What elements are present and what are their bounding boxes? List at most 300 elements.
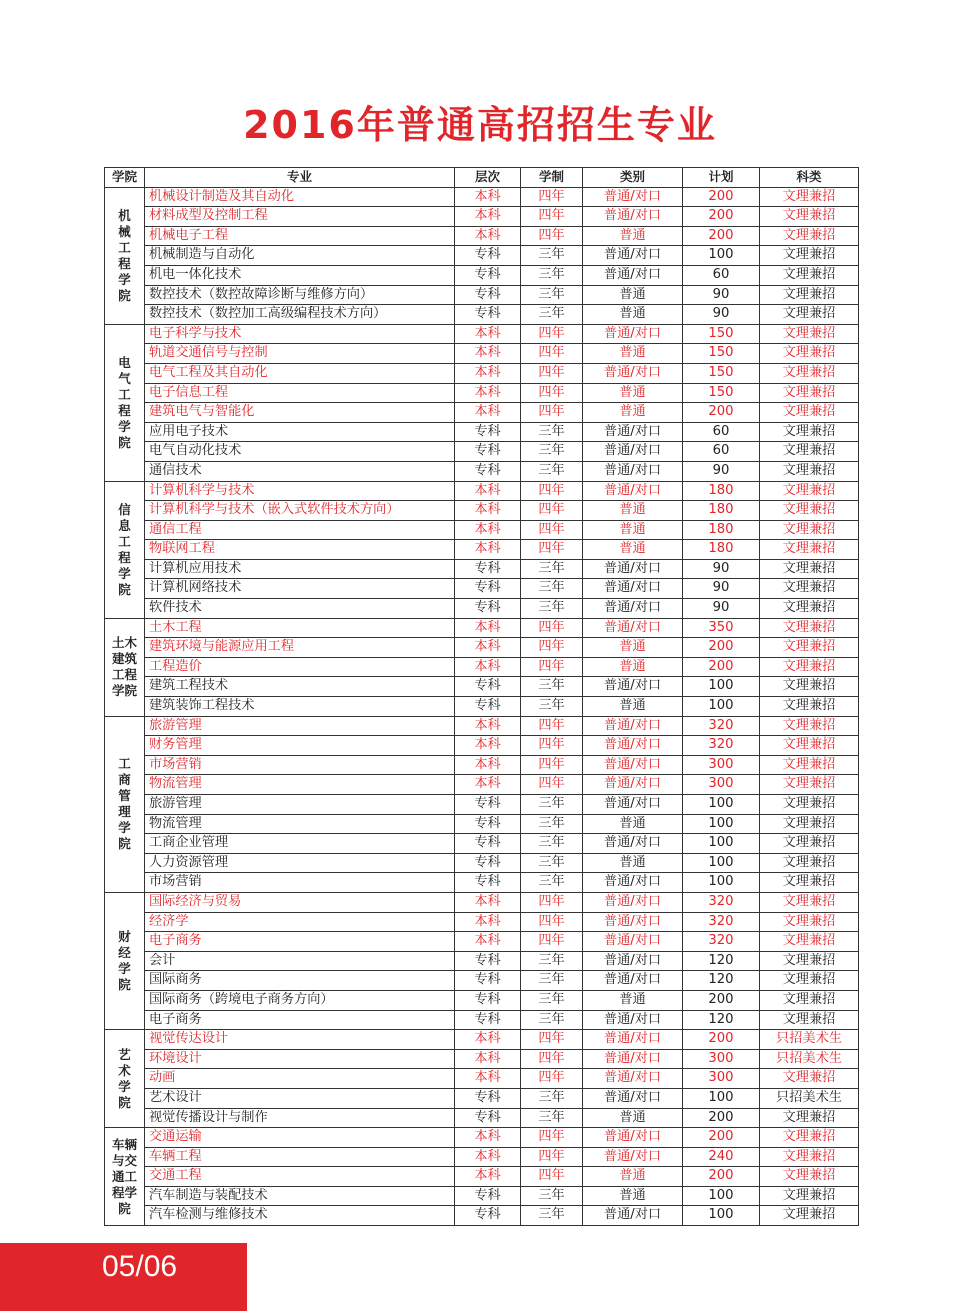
table-row: [105, 755, 859, 775]
plan-cell: 90: [683, 305, 760, 325]
subject-type-cell: 文理兼招: [760, 520, 859, 540]
table-row: [105, 677, 859, 697]
table-row: [105, 892, 859, 912]
subject-type-cell: 文理兼招: [760, 638, 859, 658]
level-cell: 本科: [455, 481, 521, 501]
table-row: [105, 540, 859, 560]
plan-cell: 300: [683, 775, 760, 795]
table-row: [105, 383, 859, 403]
table-row: [105, 501, 859, 521]
category-cell: 普通/对口: [583, 599, 683, 619]
table-row: [105, 187, 859, 207]
college-name: 车辆与交通工程学院: [111, 1136, 137, 1216]
level-cell: 专科: [455, 951, 521, 971]
major-cell: 建筑电气与智能化: [145, 403, 455, 423]
level-cell: 专科: [455, 1088, 521, 1108]
subject-type-cell: 文理兼招: [760, 540, 859, 560]
major-cell: 机械电子工程: [145, 226, 455, 246]
level-cell: 专科: [455, 990, 521, 1010]
header-level: 层次: [455, 168, 521, 188]
table-row: [105, 1108, 859, 1128]
plan-cell: 300: [683, 755, 760, 775]
level-cell: 本科: [455, 383, 521, 403]
duration-cell: 四年: [521, 1049, 583, 1069]
table-row: [105, 736, 859, 756]
subject-type-cell: 文理兼招: [760, 1167, 859, 1187]
category-cell: 普通/对口: [583, 755, 683, 775]
subject-type-cell: 只招美术生: [760, 1088, 859, 1108]
plan-cell: 100: [683, 697, 760, 717]
plan-cell: 350: [683, 618, 760, 638]
header-plan: 计划: [683, 168, 760, 188]
duration-cell: 四年: [521, 618, 583, 638]
subject-type-cell: 只招美术生: [760, 1030, 859, 1050]
major-cell: 国际经济与贸易: [145, 892, 455, 912]
college-cell: [105, 1030, 145, 1128]
table-row: [105, 344, 859, 364]
level-cell: 专科: [455, 677, 521, 697]
duration-cell: 三年: [521, 814, 583, 834]
duration-cell: 三年: [521, 559, 583, 579]
table-row: [105, 697, 859, 717]
level-cell: 专科: [455, 971, 521, 991]
category-cell: 普通: [583, 990, 683, 1010]
level-cell: 本科: [455, 775, 521, 795]
table-row: [105, 599, 859, 619]
category-cell: 普通: [583, 853, 683, 873]
plan-cell: 60: [683, 442, 760, 462]
table-row: [105, 579, 859, 599]
subject-type-cell: 文理兼招: [760, 716, 859, 736]
major-cell: 建筑装饰工程技术: [145, 697, 455, 717]
major-cell: 汽车检测与维修技术: [145, 1206, 455, 1226]
category-cell: 普通/对口: [583, 363, 683, 383]
table-row: [105, 265, 859, 285]
subject-type-cell: 文理兼招: [760, 736, 859, 756]
plan-cell: 320: [683, 932, 760, 952]
table-row: [105, 618, 859, 638]
duration-cell: 四年: [521, 755, 583, 775]
category-cell: 普通/对口: [583, 892, 683, 912]
level-cell: 专科: [455, 422, 521, 442]
level-cell: 专科: [455, 579, 521, 599]
major-cell: 汽车制造与装配技术: [145, 1186, 455, 1206]
table-row: [105, 305, 859, 325]
table-row: [105, 873, 859, 893]
category-cell: 普通: [583, 1186, 683, 1206]
plan-cell: 180: [683, 540, 760, 560]
subject-type-cell: 文理兼招: [760, 1128, 859, 1148]
major-cell: 电气工程及其自动化: [145, 363, 455, 383]
category-cell: 普通/对口: [583, 951, 683, 971]
duration-cell: 四年: [521, 501, 583, 521]
duration-cell: 三年: [521, 599, 583, 619]
subject-type-cell: 文理兼招: [760, 657, 859, 677]
major-cell: 建筑环境与能源应用工程: [145, 638, 455, 658]
major-cell: 电子科学与技术: [145, 324, 455, 344]
category-cell: 普通/对口: [583, 1010, 683, 1030]
duration-cell: 四年: [521, 520, 583, 540]
duration-cell: 四年: [521, 481, 583, 501]
plan-cell: 200: [683, 1108, 760, 1128]
table-row: [105, 324, 859, 344]
subject-type-cell: 文理兼招: [760, 873, 859, 893]
plan-cell: 120: [683, 971, 760, 991]
subject-type-cell: 文理兼招: [760, 207, 859, 227]
level-cell: 本科: [455, 520, 521, 540]
major-cell: 电子信息工程: [145, 383, 455, 403]
duration-cell: 四年: [521, 383, 583, 403]
header-duration: 学制: [521, 168, 583, 188]
plan-cell: 200: [683, 638, 760, 658]
level-cell: 专科: [455, 285, 521, 305]
major-cell: 土木工程: [145, 618, 455, 638]
category-cell: 普通/对口: [583, 834, 683, 854]
table-row: [105, 657, 859, 677]
major-cell: 会计: [145, 951, 455, 971]
plan-cell: 120: [683, 1010, 760, 1030]
level-cell: 本科: [455, 892, 521, 912]
level-cell: 本科: [455, 207, 521, 227]
subject-type-cell: 文理兼招: [760, 1147, 859, 1167]
subject-type-cell: 文理兼招: [760, 912, 859, 932]
duration-cell: 四年: [521, 775, 583, 795]
category-cell: 普通/对口: [583, 559, 683, 579]
level-cell: 专科: [455, 461, 521, 481]
major-cell: 计算机网络技术: [145, 579, 455, 599]
category-cell: 普通: [583, 305, 683, 325]
duration-cell: 四年: [521, 363, 583, 383]
major-cell: 通信工程: [145, 520, 455, 540]
category-cell: 普通: [583, 501, 683, 521]
level-cell: 专科: [455, 442, 521, 462]
level-cell: 本科: [455, 912, 521, 932]
subject-type-cell: 文理兼招: [760, 951, 859, 971]
level-cell: 本科: [455, 657, 521, 677]
category-cell: 普通/对口: [583, 1069, 683, 1089]
subject-type-cell: 文理兼招: [760, 559, 859, 579]
plan-cell: 300: [683, 1049, 760, 1069]
table-header-row: [105, 168, 859, 188]
level-cell: 专科: [455, 853, 521, 873]
plan-cell: 150: [683, 344, 760, 364]
table-row: [105, 285, 859, 305]
table-row: [105, 912, 859, 932]
major-cell: 环境设计: [145, 1049, 455, 1069]
level-cell: 本科: [455, 187, 521, 207]
table-row: [105, 207, 859, 227]
duration-cell: 四年: [521, 716, 583, 736]
level-cell: 本科: [455, 226, 521, 246]
plan-cell: 150: [683, 324, 760, 344]
category-cell: 普通/对口: [583, 1128, 683, 1148]
duration-cell: 四年: [521, 324, 583, 344]
table-row: [105, 1069, 859, 1089]
duration-cell: 三年: [521, 834, 583, 854]
category-cell: 普通: [583, 226, 683, 246]
category-cell: 普通: [583, 403, 683, 423]
category-cell: 普通/对口: [583, 618, 683, 638]
category-cell: 普通/对口: [583, 207, 683, 227]
plan-cell: 120: [683, 951, 760, 971]
duration-cell: 三年: [521, 265, 583, 285]
subject-type-cell: 文理兼招: [760, 1010, 859, 1030]
major-cell: 机电一体化技术: [145, 265, 455, 285]
subject-type-cell: 文理兼招: [760, 697, 859, 717]
major-cell: 电气自动化技术: [145, 442, 455, 462]
major-cell: 工程造价: [145, 657, 455, 677]
table-row: [105, 1186, 859, 1206]
college-cell: [105, 1128, 145, 1226]
table-row: [105, 834, 859, 854]
major-cell: 机械制造与自动化: [145, 246, 455, 266]
duration-cell: 三年: [521, 795, 583, 815]
major-cell: 市场营销: [145, 755, 455, 775]
duration-cell: 三年: [521, 305, 583, 325]
category-cell: 普通/对口: [583, 912, 683, 932]
subject-type-cell: 只招美术生: [760, 1049, 859, 1069]
plan-cell: 180: [683, 481, 760, 501]
major-cell: 物流管理: [145, 814, 455, 834]
category-cell: 普通/对口: [583, 677, 683, 697]
plan-cell: 200: [683, 226, 760, 246]
plan-cell: 100: [683, 1206, 760, 1226]
category-cell: 普通: [583, 1108, 683, 1128]
plan-cell: 300: [683, 1069, 760, 1089]
header-category: 类别: [583, 168, 683, 188]
page-title: 2016年普通高招招生专业: [243, 103, 717, 147]
duration-cell: 四年: [521, 226, 583, 246]
subject-type-cell: 文理兼招: [760, 579, 859, 599]
level-cell: 专科: [455, 1010, 521, 1030]
duration-cell: 三年: [521, 951, 583, 971]
plan-cell: 90: [683, 599, 760, 619]
category-cell: 普通: [583, 520, 683, 540]
subject-type-cell: 文理兼招: [760, 892, 859, 912]
subject-type-cell: 文理兼招: [760, 853, 859, 873]
table-row: [105, 990, 859, 1010]
level-cell: 本科: [455, 501, 521, 521]
duration-cell: 四年: [521, 403, 583, 423]
subject-type-cell: 文理兼招: [760, 1108, 859, 1128]
plan-cell: 100: [683, 873, 760, 893]
plan-cell: 200: [683, 403, 760, 423]
major-cell: 应用电子技术: [145, 422, 455, 442]
subject-type-cell: 文理兼招: [760, 363, 859, 383]
plan-cell: 200: [683, 1167, 760, 1187]
college-name: 电气工程学院: [118, 354, 131, 450]
category-cell: 普通/对口: [583, 873, 683, 893]
subject-type-cell: 文理兼招: [760, 187, 859, 207]
duration-cell: 三年: [521, 1206, 583, 1226]
category-cell: 普通/对口: [583, 1049, 683, 1069]
plan-cell: 90: [683, 461, 760, 481]
subject-type-cell: 文理兼招: [760, 344, 859, 364]
major-cell: 工商企业管理: [145, 834, 455, 854]
major-cell: 数控技术（数控加工高级编程技术方向）: [145, 305, 455, 325]
header-subject-type: 科类: [760, 168, 859, 188]
plan-cell: 150: [683, 363, 760, 383]
duration-cell: 三年: [521, 461, 583, 481]
category-cell: 普通/对口: [583, 775, 683, 795]
college-cell: [105, 187, 145, 324]
header-major: 专业: [145, 168, 455, 188]
table-row: [105, 971, 859, 991]
major-cell: 交通工程: [145, 1167, 455, 1187]
plan-cell: 90: [683, 579, 760, 599]
table-row: [105, 1128, 859, 1148]
level-cell: 专科: [455, 873, 521, 893]
plan-cell: 320: [683, 892, 760, 912]
major-cell: 材料成型及控制工程: [145, 207, 455, 227]
subject-type-cell: 文理兼招: [760, 442, 859, 462]
plan-cell: 240: [683, 1147, 760, 1167]
major-cell: 市场营销: [145, 873, 455, 893]
level-cell: 专科: [455, 1108, 521, 1128]
major-cell: 计算机科学与技术: [145, 481, 455, 501]
duration-cell: 三年: [521, 873, 583, 893]
subject-type-cell: 文理兼招: [760, 1069, 859, 1089]
college-cell: [105, 892, 145, 1029]
duration-cell: 三年: [521, 579, 583, 599]
college-name: 土木建筑工程学院: [111, 635, 137, 699]
duration-cell: 四年: [521, 736, 583, 756]
level-cell: 专科: [455, 795, 521, 815]
duration-cell: 三年: [521, 990, 583, 1010]
duration-cell: 四年: [521, 1069, 583, 1089]
major-cell: 视觉传播设计与制作: [145, 1108, 455, 1128]
duration-cell: 四年: [521, 207, 583, 227]
subject-type-cell: 文理兼招: [760, 1186, 859, 1206]
college-name: 艺术学院: [118, 1046, 131, 1110]
category-cell: 普通/对口: [583, 1030, 683, 1050]
subject-type-cell: 文理兼招: [760, 501, 859, 521]
table-row: [105, 1206, 859, 1226]
major-cell: 电子商务: [145, 1010, 455, 1030]
category-cell: 普通/对口: [583, 1206, 683, 1226]
category-cell: 普通/对口: [583, 1088, 683, 1108]
major-cell: 建筑工程技术: [145, 677, 455, 697]
subject-type-cell: 文理兼招: [760, 422, 859, 442]
level-cell: 专科: [455, 559, 521, 579]
plan-cell: 100: [683, 677, 760, 697]
subject-type-cell: 文理兼招: [760, 599, 859, 619]
duration-cell: 四年: [521, 932, 583, 952]
subject-type-cell: 文理兼招: [760, 403, 859, 423]
plan-cell: 100: [683, 795, 760, 815]
category-cell: 普通/对口: [583, 481, 683, 501]
college-name: 机械工程学院: [118, 207, 131, 303]
level-cell: 专科: [455, 1186, 521, 1206]
table-row: [105, 795, 859, 815]
plan-cell: 100: [683, 1088, 760, 1108]
plan-cell: 200: [683, 1128, 760, 1148]
plan-cell: 100: [683, 246, 760, 266]
level-cell: 本科: [455, 1128, 521, 1148]
table-row: [105, 775, 859, 795]
major-cell: 经济学: [145, 912, 455, 932]
plan-cell: 60: [683, 265, 760, 285]
plan-cell: 320: [683, 912, 760, 932]
category-cell: 普通/对口: [583, 716, 683, 736]
level-cell: 本科: [455, 932, 521, 952]
subject-type-cell: 文理兼招: [760, 834, 859, 854]
major-cell: 财务管理: [145, 736, 455, 756]
category-cell: 普通/对口: [583, 442, 683, 462]
duration-cell: 四年: [521, 892, 583, 912]
table-row: [105, 1088, 859, 1108]
major-cell: 物流管理: [145, 775, 455, 795]
major-cell: 电子商务: [145, 932, 455, 952]
duration-cell: 三年: [521, 442, 583, 462]
level-cell: 专科: [455, 599, 521, 619]
college-name: 信息工程学院: [118, 501, 131, 597]
plan-cell: 200: [683, 1030, 760, 1050]
table-row: [105, 932, 859, 952]
level-cell: 本科: [455, 324, 521, 344]
table-row: [105, 481, 859, 501]
category-cell: 普通/对口: [583, 461, 683, 481]
duration-cell: 四年: [521, 1167, 583, 1187]
table-row: [105, 638, 859, 658]
table-row: [105, 246, 859, 266]
duration-cell: 三年: [521, 1088, 583, 1108]
plan-cell: 180: [683, 520, 760, 540]
category-cell: 普通/对口: [583, 1147, 683, 1167]
level-cell: 专科: [455, 814, 521, 834]
subject-type-cell: 文理兼招: [760, 814, 859, 834]
major-cell: 旅游管理: [145, 716, 455, 736]
duration-cell: 三年: [521, 422, 583, 442]
subject-type-cell: 文理兼招: [760, 971, 859, 991]
duration-cell: 四年: [521, 638, 583, 658]
plan-cell: 60: [683, 422, 760, 442]
subject-type-cell: 文理兼招: [760, 932, 859, 952]
plan-cell: 200: [683, 187, 760, 207]
duration-cell: 三年: [521, 971, 583, 991]
major-cell: 国际商务（跨境电子商务方向）: [145, 990, 455, 1010]
table-row: [105, 461, 859, 481]
major-cell: 计算机应用技术: [145, 559, 455, 579]
college-cell: [105, 481, 145, 618]
plan-cell: 320: [683, 716, 760, 736]
level-cell: 本科: [455, 1049, 521, 1069]
level-cell: 本科: [455, 618, 521, 638]
plan-cell: 100: [683, 1186, 760, 1206]
table-row: [105, 1147, 859, 1167]
table-row: [105, 1030, 859, 1050]
category-cell: 普通: [583, 540, 683, 560]
plan-cell: 100: [683, 814, 760, 834]
subject-type-cell: 文理兼招: [760, 305, 859, 325]
category-cell: 普通/对口: [583, 971, 683, 991]
major-cell: 计算机科学与技术（嵌入式软件技术方向）: [145, 501, 455, 521]
major-cell: 软件技术: [145, 599, 455, 619]
college-name: 工商管理学院: [118, 756, 131, 852]
category-cell: 普通/对口: [583, 736, 683, 756]
table-row: [105, 520, 859, 540]
duration-cell: 四年: [521, 540, 583, 560]
category-cell: 普通/对口: [583, 932, 683, 952]
duration-cell: 四年: [521, 187, 583, 207]
table-row: [105, 363, 859, 383]
category-cell: 普通/对口: [583, 422, 683, 442]
level-cell: 专科: [455, 246, 521, 266]
major-cell: 物联网工程: [145, 540, 455, 560]
major-cell: 交通运输: [145, 1128, 455, 1148]
level-cell: 本科: [455, 736, 521, 756]
level-cell: 本科: [455, 540, 521, 560]
